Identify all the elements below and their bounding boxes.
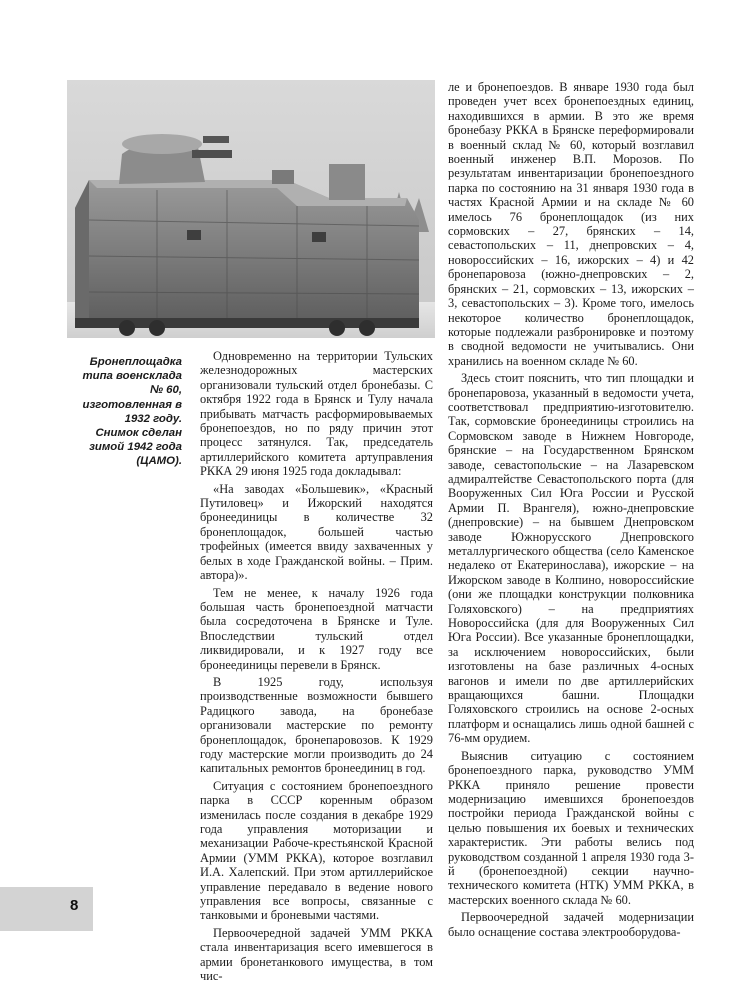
paragraph: Тем не менее, к началу 1926 года большая часть бронепоездной матчасти была сосредоточена в Брянске и Туле. Впоследствии тульский отдел ликвидировали, и к 1927 году все бронеединицы перевели в Брянск. [200,585,433,672]
photo-caption: Бронеплощадка типа военсклада № 60, изготовленная в 1932 году. Снимок сделан зимой 1942 года (ЦАМО). [82,356,182,468]
page-number: 8 [70,897,79,914]
paragraph: ле и бронепоездов. В январе 1930 года был проведен учет всех бронепоездных единиц, находившихся в армии. В это же время бронебазу РККА в Брянске переформировали в военный склад № 60, который возглавил военный инженер В.П. Морозов. По результатам инвентаризации бронепоездного парка по состоянию на 31 января 1930 года в частях Красной Армии и на складе № 60 имелось 76 бронеплощадок (из них сормовских – 27, брянских – 14, севастопольских – 11, днепровских – 4, новороссийских – 16, ижорских – 4) и 42 бронепаровоза (южно-днепровских – 2, брянских – 21, сормовских – 13, ижорских – 3, севастопольских – 3). Кроме того, имелось некоторое количество бронеплощадок, которые подлежали разбронировке и поэтому в сводной ведомости не учитывались. Они хранились на военном складе № 60. [448,80,694,368]
paragraph: В 1925 году, используя производственные возможности бывшего Радицкого завода, на бронебазе организовали мастерские по ремонту бронеплощадок, бронепаровозов. К 1929 году мастерские могли производить до 24 капитальных ремонтов бронеединиц в год. [200,674,433,776]
paragraph: Одновременно на территории Тульских железнодорожных мастерских организовали тульский отдел бронебазы. С октября 1922 года в Брянск и Тулу начала прибывать матчасть расформировываемых бронепоездов, но по ряду причин этот процесс затянулся. Так, председатель артиллерийского комитета артуправления РККА 29 июня 1925 года докладывал: [200,349,433,479]
text-column-right [448,80,694,939]
paragraph: Первоочередной задачей УММ РККА стала инвентаризация всего имевшегося в армии бронетанкового имущества, в том чис- [200,925,433,983]
paragraph: Первоочередной задачей модернизации было оснащение состава электрооборудова- [448,910,694,939]
paragraph: Ситуация с состоянием бронепоездного парка в СССР коренным образом изменилась после создания в декабре 1929 года управления моторизации и механизации Рабоче-крестьянской Красной Армии (УММ РККА), которое возглавил И.А. Халепский. При этом артиллерийское управление передавало в ведение нового управления все вопросы, связанные с танковыми и броневыми частями. [200,778,433,923]
armored-train-photo-drawing [67,80,435,338]
text-column-middle [200,349,433,983]
paragraph: Здесь стоит пояснить, что тип площадки и бронепаровоза, указанный в ведомости учета, соответствовал предприятию-изготовителю. Так, сормовские бронеединицы строились на Сормовском заводе в Нижнем Новгороде, брянские – на Государственном Брянском заводе, севастопольские – на Лазаревском адмиралтействе Севастопольского порта (для Вооруженных Сил Юга России и Русской Армии П. Врангеля), южно-днепровские (днепровские) – на бывшем Днепровском заводе Южнорусского Днепровского металлургического общества (село Каменское недалеко от Екатеринослава), ижорские – на Ижорском заводе в Колпино, новороссийские (они же площадки конструкции полковника Голяховского) – на предприятиях Новороссийска (для для Вооруженных Сил Юга России). Все указанные бронеплощадки, за исключением новороссийских, были изготовлены на базе различных 4-осных вагонов и имели по две артиллерийских вращающихся башни. Площадки Голяховского строились на основе 2-осных платформ и оснащались лишь одной башней с 76-мм орудием. [448,371,694,746]
paragraph: Выяснив ситуацию с состоянием бронепоездного парка, руководство УММ РККА приняло решение провести модернизацию имевшихся бронепоездов постройки периода Гражданской войны с целью повышения их боевых и технических характеристик. Эти работы велись под руководством созданной 1 апреля 1930 года 3-й (бронепоездной) секции научно-технического комитета (НТК) УММ РККА, в мастерских военного склада № 60. [448,748,694,907]
paragraph: «На заводах «Большевик», «Красный Путиловец» и Ижорский находятся бронеединицы в количестве 32 бронеплощадок, большей частью трофейных (имеется ввиду захваченных у белых в ходе Гражданской войны. – Прим. автора)». [200,481,433,583]
armored-train-photo [67,80,435,338]
